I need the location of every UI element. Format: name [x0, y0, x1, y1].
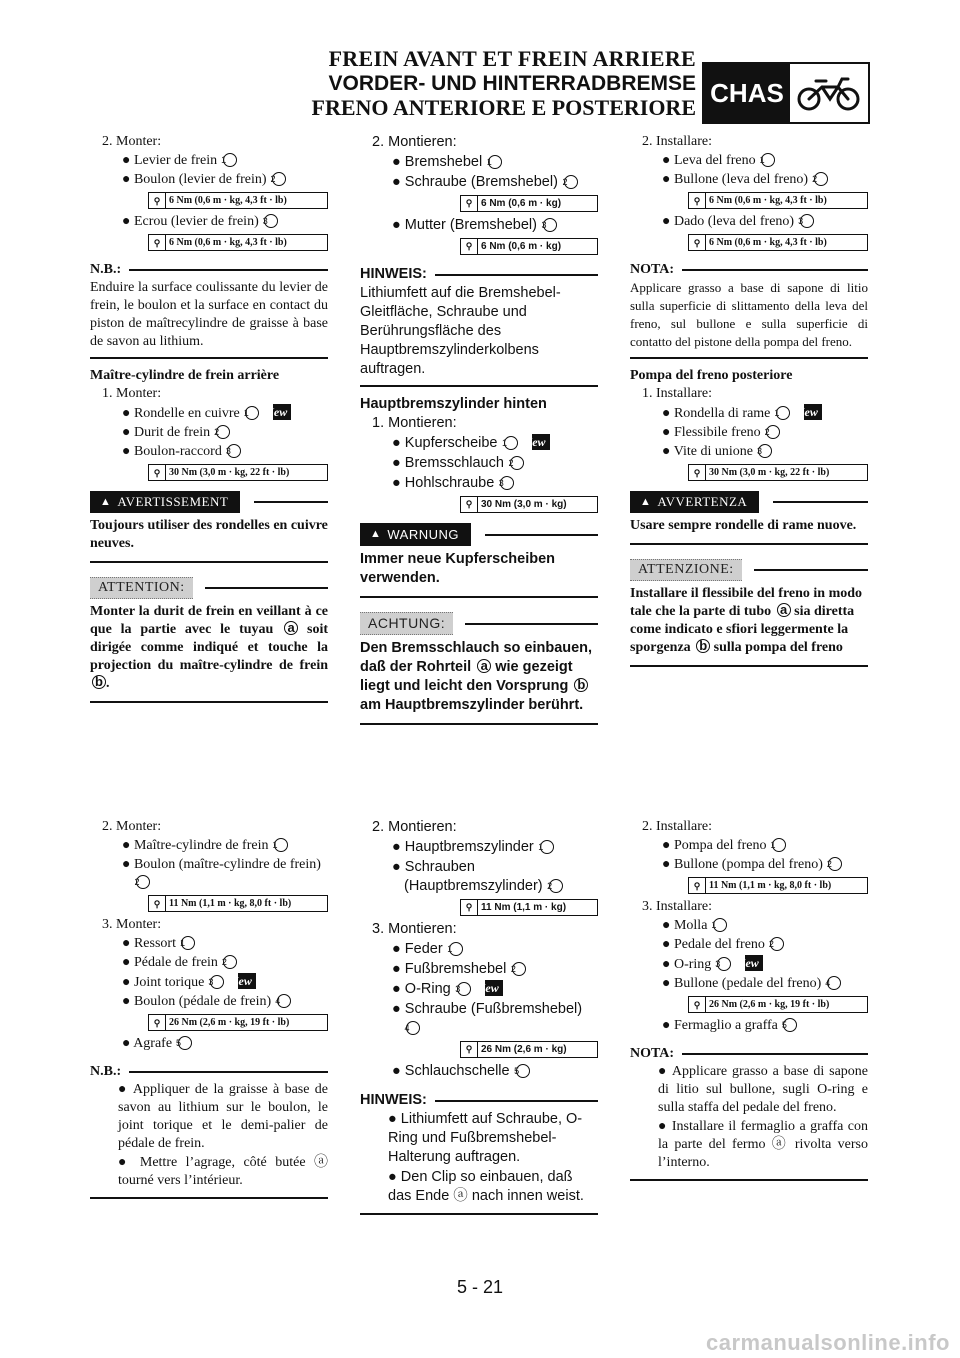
step-label: 1. Installare: — [642, 386, 712, 401]
note-header: HINWEIS: — [360, 265, 598, 284]
warning-icon: ▲ — [370, 528, 382, 540]
torque-spec: ⚲ 30 Nm (3,0 m · kg, 22 ft · lb) — [148, 464, 328, 481]
list-item: ● Rondelle en cuivre 1 New — [90, 404, 328, 423]
torque-spec: ⚲ 6 Nm (0,6 m · kg) — [460, 238, 598, 255]
torque-wrench-icon: ⚲ — [149, 235, 166, 250]
list-item: ● Agrafe 5 — [90, 1035, 328, 1053]
list-item: ● Vite di unione 3 — [630, 443, 868, 461]
list-item: ● Bullone (pompa del freno) 2 — [630, 856, 868, 874]
list-item: ● Pedale del freno 2 — [630, 936, 868, 954]
torque-wrench-icon: ⚲ — [149, 896, 166, 911]
warning-text: Usare sempre rondelle di rame nuove. — [630, 517, 868, 545]
list-item: ● Kupferscheibe 1 New — [360, 434, 598, 453]
warning-header: ▲ WARNUNG — [360, 523, 598, 546]
list-item: ● O-Ring 3 New — [360, 980, 598, 999]
caution-header: ATTENZIONE: — [630, 559, 868, 581]
it-top-column — [630, 133, 868, 671]
subsection-title: Maître-cylindre de frein arrière — [90, 368, 280, 383]
list-item: ● Flessibile freno 2 — [630, 424, 868, 442]
note-text — [360, 1110, 598, 1215]
warning-header: ▲ AVVERTENZA — [630, 491, 868, 513]
list-item: ● Pompa del freno 1 — [630, 837, 868, 855]
warning-icon: ▲ — [640, 496, 652, 508]
subsection-title: Hauptbremszylinder hinten — [360, 396, 547, 412]
list-item: ● Rondella di rame 1 New — [630, 404, 868, 423]
warning-icon: ▲ — [100, 496, 112, 508]
torque-wrench-icon: ⚲ — [689, 878, 706, 893]
step-label: 2. Installare: — [642, 134, 712, 149]
torque-spec: ⚲ 11 Nm (1,1 m · kg, 8,0 ft · lb) — [148, 895, 328, 912]
torque-spec: ⚲ 11 Nm (1,1 m · kg) — [460, 899, 598, 916]
list-item: ● Levier de frein 1 — [90, 152, 328, 170]
list-item: ● Boulon-raccord 3 — [90, 443, 328, 461]
fr-bottom-column — [90, 818, 328, 1207]
new-part-badge: New — [273, 404, 291, 420]
new-part-badge: New — [532, 434, 550, 450]
list-item: ● Hauptbremszylinder 1 — [360, 838, 598, 857]
list-item: ● Hohlschraube 3 — [360, 474, 598, 493]
list-item: ● Maître-cylindre de frein 1 — [90, 837, 328, 855]
step-label: 2. Monter: — [102, 819, 162, 834]
list-item: ● Boulon (levier de frein) 2 — [90, 171, 328, 189]
list-item: ● Schraube (Bremshebel) 2 — [360, 173, 598, 192]
list-item: ● Molla 1 — [630, 917, 868, 935]
torque-spec: ⚲ 6 Nm (0,6 m · kg, 4,3 ft · lb) — [148, 234, 328, 251]
torque-wrench-icon: ⚲ — [149, 1015, 166, 1030]
list-item: ● Mettre l’agrage, côté butée ⓐ tourné vers l’intérieur. — [118, 1155, 328, 1188]
de-bottom-column — [360, 818, 598, 1223]
torque-wrench-icon: ⚲ — [149, 193, 166, 208]
step-label: 1. Monter: — [102, 386, 162, 401]
note-text: Lithiumfett auf die Bremshebel-Gleitfläche, Schraube und Berührungsfläche des Hauptbremszylinderkolbens auftragen. — [360, 284, 598, 387]
title-german: VORDER- UND HINTERRADBREMSE — [328, 72, 696, 95]
list-item: ● Bremsschlauch 2 — [360, 454, 598, 473]
torque-wrench-icon: ⚲ — [461, 497, 478, 512]
page-header — [312, 48, 696, 119]
warning-text: Toujours utiliser des rondelles en cuivre neuves. — [90, 517, 328, 563]
list-item: ● Ressort 1 — [90, 935, 328, 953]
note-header: NOTA: — [630, 1045, 868, 1063]
step-label: 2. Montieren: — [372, 134, 457, 150]
section-label: CHAS — [704, 64, 790, 122]
torque-spec: ⚲ 26 Nm (2,6 m · kg, 19 ft · lb) — [148, 1014, 328, 1031]
new-part-badge: New — [485, 980, 503, 996]
list-item: ● Schlauchschelle 5 — [360, 1062, 598, 1081]
caution-header: ATTENTION: — [90, 577, 328, 599]
list-item: ● Installare il fermaglio a graffa con la parte del fermo ⓐ rivolta verso l’interno. — [658, 1119, 868, 1170]
list-item: ● Mutter (Bremshebel) 3 — [360, 216, 598, 235]
caution-text: Den Bremsschlauch so einbauen, daß der Rohrteil a wie gezeigt liegt und leicht den Vorsprung b am Hauptbremszylinder berührt. — [360, 639, 598, 725]
list-item: ● Boulon (pédale de frein) 4 — [90, 993, 328, 1011]
caution-text: Installare il flessibile del freno in modo tale che la parte di tubo a sia diretta come indicato e sfiori leggermente la sporgenza b sulla pompa del freno — [630, 585, 868, 667]
torque-spec: ⚲ 11 Nm (1,1 m · kg, 8,0 ft · lb) — [688, 877, 868, 894]
list-item: ● Bullone (leva del freno) 2 — [630, 171, 868, 189]
step-label: 3. Montieren: — [372, 921, 457, 937]
torque-wrench-icon: ⚲ — [689, 997, 706, 1012]
torque-wrench-icon: ⚲ — [461, 239, 478, 254]
caution-header: ACHTUNG: — [360, 612, 598, 635]
torque-wrench-icon: ⚲ — [689, 465, 706, 480]
section-badge — [702, 62, 870, 124]
title-italian: FRENO ANTERIORE E POSTERIORE — [311, 95, 696, 120]
list-item: ● Lithiumfett auf Schraube, O-Ring und Fußbremshebel-Halterung auftragen. — [388, 1111, 583, 1165]
list-item: ● Joint torique 3 New — [90, 973, 328, 992]
torque-spec: ⚲ 26 Nm (2,6 m · kg) — [460, 1041, 598, 1058]
step-label: 1. Montieren: — [372, 415, 457, 431]
step-label: 2. Installare: — [642, 819, 712, 834]
list-item: ● Schrauben (Hauptbremszylinder) 2 — [360, 858, 598, 896]
note-text: Enduire la surface coulissante du levier de frein, le boulon et la surface en contact du piston de maîtrecylindre de graisse à base de savon au lithium. — [90, 279, 328, 359]
subsection-title: Pompa del freno posteriore — [630, 368, 793, 383]
list-item: ● Fermaglio a graffa 5 — [630, 1017, 868, 1035]
note-text — [90, 1081, 328, 1199]
step-label: 3. Installare: — [642, 899, 712, 914]
list-item: ● Schraube (Fußbremshebel) 4 — [392, 1001, 583, 1033]
warning-header: ▲ AVERTISSEMENT — [90, 491, 328, 513]
note-text: Applicare grasso a base di sapone di litio sulla superficie di slittamento della leva del freno, sul bullone e sulla superficie di contatto del pistone della pompa del freno. — [630, 279, 868, 359]
note-header: N.B.: — [90, 1063, 328, 1081]
note-text — [630, 1063, 868, 1181]
caution-text: Monter la durit de frein en veillant à ce que la partie avec le tuyau a soit dirigée comme indiqué et touche la projection du maître-cylindre de frein b . — [90, 603, 328, 703]
list-item: ● O-ring 3 New — [630, 955, 868, 974]
note-header: N.B.: — [90, 261, 328, 279]
torque-spec: ⚲ 6 Nm (0,6 m · kg, 4,3 ft · lb) — [688, 192, 868, 209]
torque-wrench-icon: ⚲ — [461, 1042, 478, 1057]
title-french: FREIN AVANT ET FREIN ARRIERE — [328, 46, 696, 71]
new-part-badge: New — [745, 955, 763, 971]
list-item: ● Feder 1 — [360, 940, 598, 959]
torque-spec: ⚲ 26 Nm (2,6 m · kg, 19 ft · lb) — [688, 996, 868, 1013]
step-label: 2. Monter: — [102, 134, 162, 149]
torque-wrench-icon: ⚲ — [461, 900, 478, 915]
step-label: 2. Montieren: — [372, 819, 457, 835]
list-item: ● Den Clip so einbauen, daß das Ende ⓐ nach innen weist. — [388, 1169, 584, 1204]
list-item: ● Fußbremshebel 2 — [360, 960, 598, 979]
watermark: carmanualsonline.info — [706, 1330, 950, 1355]
new-part-badge: New — [804, 404, 822, 420]
de-top-column — [360, 133, 598, 729]
torque-spec: ⚲ 6 Nm (0,6 m · kg, 4,3 ft · lb) — [148, 192, 328, 209]
list-item: ● Bullone (pedale del freno) 4 — [630, 975, 868, 993]
torque-wrench-icon: ⚲ — [461, 196, 478, 211]
list-item: ● Applicare grasso a base di sapone di litio sul bullone, sugli O-ring e sulla staffa del pedale del freno. — [658, 1064, 869, 1115]
list-item: ● Leva del freno 1 — [630, 152, 868, 170]
torque-wrench-icon: ⚲ — [689, 193, 706, 208]
note-header: HINWEIS: — [360, 1091, 598, 1110]
list-item: ● Boulon (maître-cylindre de frein) 2 — [122, 857, 321, 887]
it-bottom-column — [630, 818, 868, 1189]
warning-text: Immer neue Kupferscheiben verwenden. — [360, 550, 598, 598]
list-item: ● Pédale de frein 2 — [90, 954, 328, 972]
list-item: ● Appliquer de la graisse à base de savon au lithium sur le boulon, le joint torique et le demi-palier de pédale de frein. — [118, 1082, 329, 1151]
torque-wrench-icon: ⚲ — [689, 235, 706, 250]
motorcycle-icon — [790, 64, 868, 122]
list-item: ● Ecrou (levier de frein) 3 — [90, 213, 328, 231]
torque-spec: ⚲ 6 Nm (0,6 m · kg) — [460, 195, 598, 212]
torque-wrench-icon: ⚲ — [149, 465, 166, 480]
note-header: NOTA: — [630, 261, 868, 279]
fr-top-column — [90, 133, 328, 707]
step-label: 3. Monter: — [102, 917, 162, 932]
torque-spec: ⚲ 6 Nm (0,6 m · kg, 4,3 ft · lb) — [688, 234, 868, 251]
list-item: ● Durit de frein 2 — [90, 424, 328, 442]
page-number: 5 - 21 — [456, 1277, 504, 1297]
list-item: ● Bremshebel 1 — [360, 153, 598, 172]
list-item: ● Dado (leva del freno) 3 — [630, 213, 868, 231]
new-part-badge: New — [238, 973, 256, 989]
torque-spec: ⚲ 30 Nm (3,0 m · kg) — [460, 496, 598, 513]
torque-spec: ⚲ 30 Nm (3,0 m · kg, 22 ft · lb) — [688, 464, 868, 481]
